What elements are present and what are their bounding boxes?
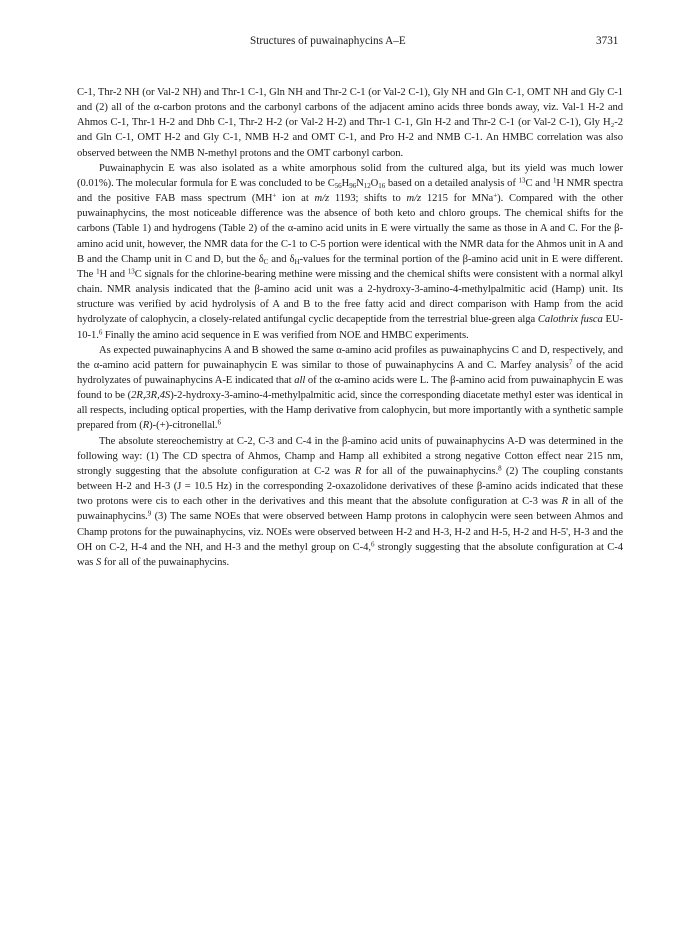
reference-superscript: 6 bbox=[217, 418, 221, 427]
species-name: Calothrix fusca bbox=[537, 314, 603, 326]
text-run: H and bbox=[99, 268, 128, 280]
italic-text: 2R,3R,4S bbox=[131, 390, 171, 402]
text-run: )-(+)-citronellal. bbox=[149, 420, 218, 432]
text-run: (2) The coupling constants between H-2 and H-3 (J = 10.5 Hz) in the corresponding 2-oxazolidone derivatives of these β-amino acids indicated that these two protons were cis to each other in the derivatives and this meant that the absolute configuration at C-3 was bbox=[77, 465, 623, 508]
text-run: based on a detailed analysis of bbox=[385, 177, 519, 189]
italic-text: m/z bbox=[406, 193, 422, 205]
text-run: 1215 for MNa bbox=[421, 193, 494, 205]
text-run: H bbox=[341, 177, 350, 189]
text-run: of the α-amino acids were L. The β-amino acid from puwainaphycin E was found to be ( bbox=[77, 374, 623, 402]
text-run: C signals for the chlorine-bearing methine were missing and the chemical shifts were consistent with a normal alkyl chain. NMR analysis indicated that the β-amino acid unit was a 2-hydroxy-3-amino-4-methylpalmitic acid (Hamp) unit. Its structure was verified by acid hydrolysis of A and B to the free fatty acid and direct comparison with Hamp from the acid hydrolyzate of calophycin, a closely-related antifungal cyclic decapeptide from the terrestrial blue-green alga bbox=[77, 268, 624, 326]
page-number: 3731 bbox=[596, 35, 619, 47]
text-run: The absolute stereochemistry at C-2, C-3 and C-4 in the β-amino acid units of puwainaphycins A-D was determined in the following way: (1) The CD spectra of Ahmos, Champ and Hamp all exhibited a strong negative Cotton effect near 215 nm, strongly suggesting that the absolute configuration at C-2 was bbox=[77, 435, 623, 477]
text-run: Finally the amino acid sequence in E was verified from NOE and HMBC experiments. bbox=[102, 329, 469, 341]
text-run: strongly suggesting that the absolute configuration at C-4 was bbox=[77, 541, 623, 568]
reference-superscript: 9 bbox=[147, 509, 152, 518]
text-run: for all of the puwainaphycins. bbox=[361, 465, 499, 477]
paragraph-2 bbox=[77, 161, 623, 343]
text-run: Puwainaphycin E was also isolated as a white amorphous solid from the cultured alga, but its yield was much lower (0.01%). The molecular formula for E was concluded to be C bbox=[77, 162, 623, 189]
formula-subscript: 16 bbox=[378, 181, 386, 190]
italic-text: R bbox=[354, 465, 362, 477]
charge-superscript: + bbox=[272, 191, 277, 200]
delta-subscript: H bbox=[294, 257, 300, 266]
isotope-superscript: 13 bbox=[518, 176, 526, 185]
text-run: )-2-hydroxy-3-amino-4-methylpalmitic acid, since the corresponding diacetate methyl ester was identical in all respects, including optical properties, with the Hamp derivative from calophycin, but more importantly with a synthetic sample prepared from ( bbox=[77, 390, 623, 432]
formula-subscript: 96 bbox=[349, 181, 357, 190]
formula-subscript: 12 bbox=[363, 181, 371, 190]
isotope-superscript: 1 bbox=[552, 176, 557, 185]
text-run: O bbox=[370, 177, 379, 189]
text-run: EU-10-1. bbox=[77, 314, 623, 341]
article-body bbox=[77, 85, 623, 570]
italic-text: m/z bbox=[314, 193, 330, 205]
italic-text: S bbox=[95, 556, 102, 568]
isotope-superscript: 13 bbox=[127, 267, 135, 276]
text-run: C-1, Thr-2 NH (or Val-2 NH) and Thr-1 C-1, Gln NH and Thr-2 C-1 (or Val-2 C-1), Gly NH and Gln C-1, OMT NH and Gly C-1 and (2) all of the α-carbon protons and the carbonyl carbons of the adjacent amino acids three bonds away, viz. Val-1 H-2 and Ahmos C-1, Thr-1 H-2 and Dhb C-1, Thr-2 H-2 (or Val-2 H-2) and Thr-1 C-1, Gln H-2 and Thr-2 C-1 (or Val-2 C-1), Gly H₂-2 and Gln C-1, OMT H-2 and Gly C-1, NMB H-2 and OMT C-1, and Pro H-2 and NMB C-1. An HMBC correlation was also observed between the NMB N-methyl protons and the OMT carbonyl carbon. bbox=[77, 87, 623, 159]
text-run: N bbox=[356, 177, 364, 189]
text-run: ). Compared with the other puwainaphycins, the most noticeable difference was the absence of both keto and chloro groups. The chemical shifts for the carbons (Table 1) and hydrogens (Table 2) of the α-amino acid units in E were virtually the same as those in A and C. For the β-amino acid unit, however, the NMR data for the C-1 to C-5 portion were identical with the NMR data for the Ahmos unit in A and B and the Champ unit in C and D, but the δ bbox=[77, 193, 623, 265]
italic-text: R bbox=[561, 496, 569, 508]
delta-subscript: C bbox=[263, 257, 269, 266]
italic-text: R bbox=[142, 420, 150, 432]
formula-subscript: 56 bbox=[334, 181, 342, 190]
text-run: -values for the terminal portion of the β-amino acid unit in E were different. The bbox=[77, 253, 623, 280]
paragraph-1 bbox=[77, 85, 623, 161]
text-run: (3) The same NOEs that were observed between Hamp protons in calophycin were seen between Ahmos and Champ protons for the puwainaphycins, viz. NOEs were observed between H-2 and H-3, H-2 and H-5, H-2 and H-5', H-3 and the OH on C-2, H-4 and the NH, and H-3 and the methyl group on C-4, bbox=[77, 511, 623, 553]
text-run: in all of the puwainaphycins. bbox=[77, 496, 623, 523]
reference-superscript: 7 bbox=[568, 358, 573, 367]
reference-superscript: 8 bbox=[498, 464, 502, 473]
text-run: 1193; shifts to bbox=[329, 193, 407, 205]
text-run: As expected puwainaphycins A and B showed the same α-amino acid profiles as puwainaphycins C and D, respectively, and the α-amino acid pattern for puwainaphycin E was similar to those of puwainaphycins A and C. Marfey analysis bbox=[77, 344, 623, 371]
italic-text: all bbox=[294, 374, 306, 386]
text-run: and δ bbox=[268, 253, 295, 265]
reference-superscript: 6 bbox=[98, 328, 103, 336]
paragraph-4 bbox=[77, 434, 623, 570]
running-title: Structures of puwainaphycins A–E bbox=[250, 35, 406, 47]
running-head bbox=[0, 35, 680, 51]
text-run: C and bbox=[525, 177, 553, 189]
text-run: of the acid hydrolyzates of puwainaphycins A-E indicated that bbox=[77, 359, 623, 386]
text-run: ion at bbox=[276, 193, 315, 205]
paragraph-3 bbox=[77, 343, 623, 434]
text-run: H NMR spectra and the positive FAB mass spectrum (MH bbox=[77, 177, 623, 205]
charge-superscript: + bbox=[493, 191, 498, 200]
text-run: for all of the puwainaphycins. bbox=[101, 556, 230, 568]
isotope-superscript: 1 bbox=[96, 267, 100, 276]
reference-superscript: 6 bbox=[370, 540, 375, 549]
